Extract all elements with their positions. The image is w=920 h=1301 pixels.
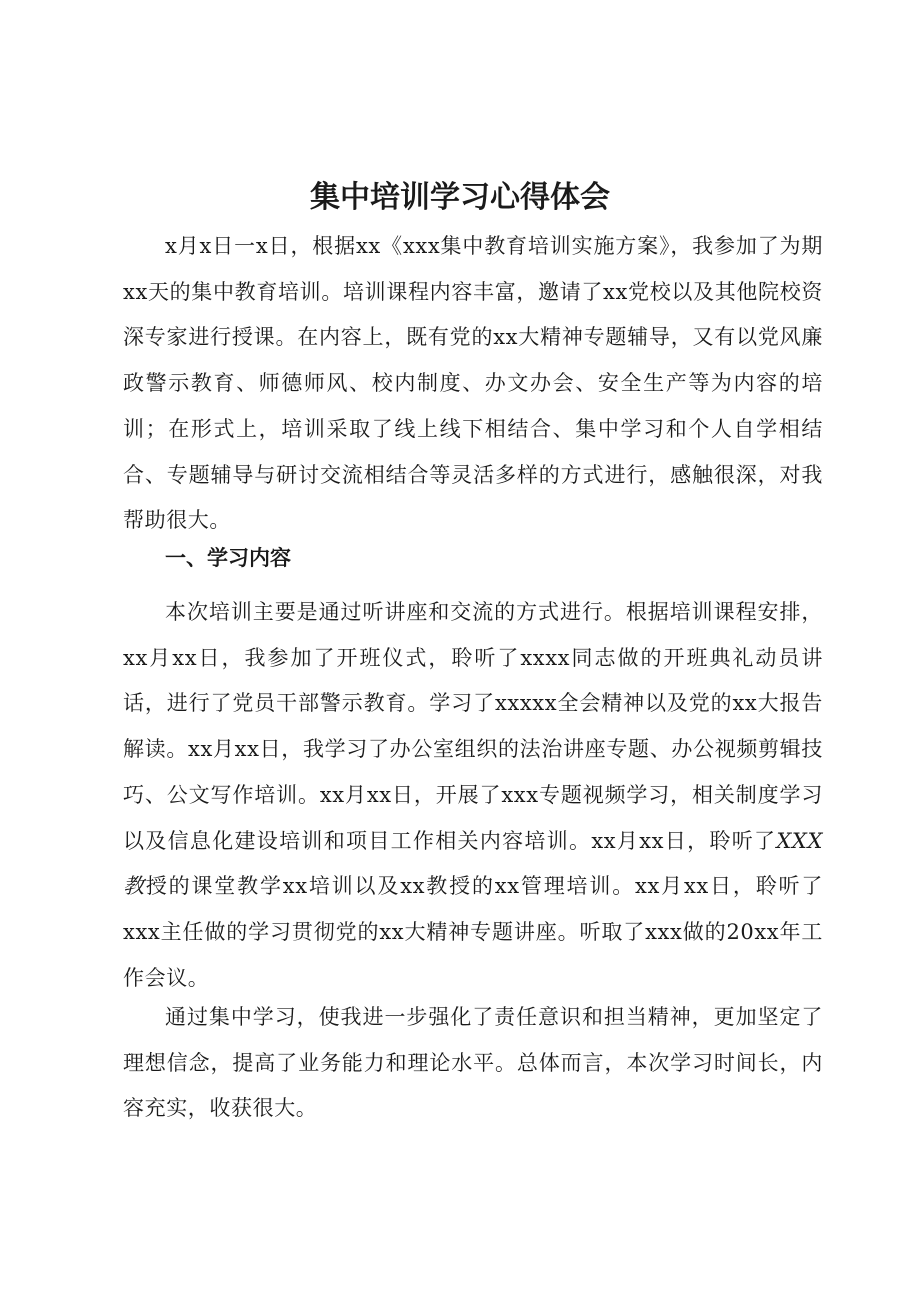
paragraph-content-part2: 授的课堂教学xx培训以及xx教授的xx管理培训。xx月xx日，聆听了xxx主任做的学习贯彻党的xx大精神专题讲座。听取了xxx做的20xx年工作会议。 — [123, 874, 823, 990]
paragraph-content-part1: 本次培训主要是通过听讲座和交流的方式进行。根据培训课程安排，xx月xx日，我参加了开班仪式，聆听了xxxx同志做的开班典礼动员讲话，进行了党员干部警示教育。学习了xxxxx全会精神以及党的xx大报告解读。xx月xx日，我学习了办公室组织的法治讲座专题、办公视频剪辑技巧、公文写作培训。xx月xx日，开展了xxx专题视频学习，相关制度学习以及信息化建设培训和项目工作相关内容培训。xx月xx日，聆听了 — [123, 600, 823, 853]
section-heading: 一、学习内容 — [165, 546, 291, 570]
paragraph-summary: 通过集中学习，使我进一步强化了责任意识和担当精神，更加坚定了理想信念，提高了业务能力和理论水平。总体而言，本次学习时间长，内容充实，收获很大。 — [123, 1005, 823, 1121]
paragraph-intro: x月x日一x日，根据xx《xxx集中教育培训实施方案》，我参加了为期xx天的集中教育培训。培训课程内容丰富，邀请了xx党校以及其他院校资深专家进行授课。在内容上，既有党的xx大精神专题辅导，又有以党风廉政警示教育、师德师风、校内制度、办文办会、安全生产等为内容的培训；在形式上，培训采取了线上线下相结合、集中学习和个人自学相结合、专题辅导与研讨交流相结合等灵活多样的方式进行，感触很深，对我帮助很大。 — [123, 234, 823, 533]
paragraph-content-italic: XXX教 — [123, 828, 823, 899]
document-title: 集中培训学习心得体会 — [310, 180, 610, 215]
paragraph-content — [123, 590, 823, 1001]
